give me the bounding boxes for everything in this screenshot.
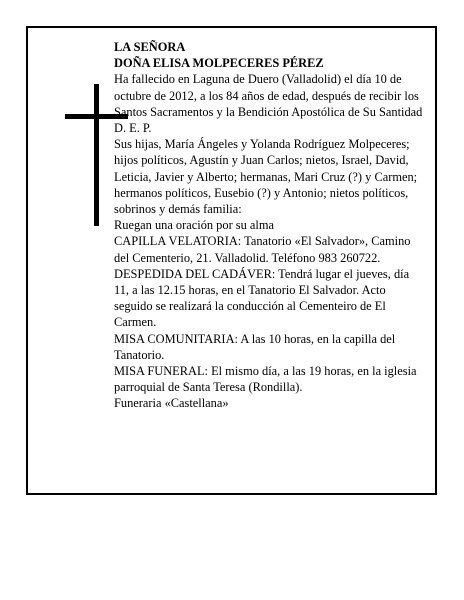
funeral-home-line: Funeraria «Castellana» bbox=[114, 396, 229, 411]
prayer-line: Ruegan una oración por su alma bbox=[114, 218, 274, 233]
chapel-paragraph: CAPILLA VELATORIA: Tanatorio «El Salvador», Camino del Cementerio, 21. Valladolid. Teléfono 983 260722. bbox=[114, 234, 411, 265]
title-line-2: DOÑA ELISA MOLPECERES PÉREZ bbox=[114, 56, 324, 71]
title-line-1: LA SEÑORA bbox=[114, 40, 186, 54]
family-paragraph: Sus hijas, María Ángeles y Yolanda Rodríguez Molpeceres; hijos políticos, Agustín y Juan Carlos; nietos, Israel, David, Leticia, Javier y Alberto; hermanas, Mari Cruz (?) y Carmen; hermanos políticos, Eusebio (?) y Antonio; nietos políticos, sobrinos y demás familia: bbox=[114, 137, 418, 217]
funeral-mass-paragraph: MISA FUNERAL: El mismo día, a las 19 horas, en la iglesia parroquial de Santa Teresa (Rondilla). bbox=[114, 364, 417, 395]
intro-paragraph: Ha fallecido en Laguna de Duero (Valladolid) el día 10 de octubre de 2012, a los 84 años de edad, después de recibir los Santos Sacramentos y la Bendición Apostólica de Su Santidad bbox=[114, 72, 423, 119]
cross-icon bbox=[94, 84, 99, 226]
farewell-paragraph: DESPEDIDA DEL CADÁVER: Tendrá lugar el jueves, día 11, a las 12.15 horas, en el Tanatorio El Salvador. Acto seguido se realizará la conducción al Cementeiro de El Carmen. bbox=[114, 266, 410, 330]
community-mass-paragraph: MISA COMUNITARIA: A las 10 horas, en la capilla del Tanatorio. bbox=[114, 331, 396, 362]
dep-line: D. E. P. bbox=[114, 121, 152, 136]
obituary-text bbox=[114, 39, 424, 412]
